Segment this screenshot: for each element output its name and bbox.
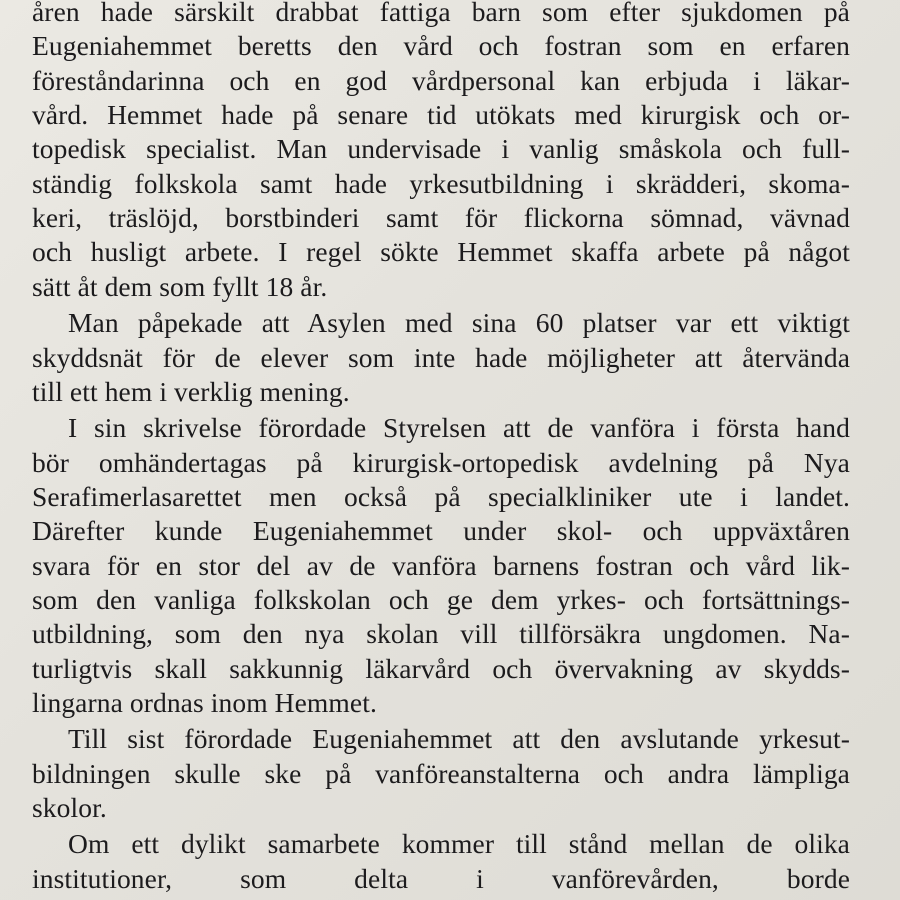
text-line: skolor. — [32, 792, 107, 824]
text-line: bör omhändertagas på kirurgisk-ortopedisk avdelning på Nya — [32, 446, 850, 478]
text-line: och husligt arbete. I regel sökte Hemmet skaffa arbete på något — [32, 236, 850, 268]
text-line: institutioner, som delta i vanförevården, borde — [32, 862, 850, 894]
text-line: föreståndarinna och en god vårdpersonal kan erbjuda i läkar- — [32, 64, 850, 96]
text-line: vård. Hemmet hade på senare tid utökats med kirurgisk och or- — [32, 99, 850, 131]
text-line: topedisk specialist. Man undervisade i vanlig småskola och full- — [32, 133, 850, 165]
text-line: skyddsnät för de elever som inte hade möjligheter att återvända — [32, 341, 850, 373]
text-line: lingarna ordnas inom Hemmet. — [32, 687, 377, 719]
text-line: ständig folkskola samt hade yrkesutbildning i skrädderi, skoma- — [32, 167, 850, 199]
text-line: åren hade särskilt drabbat fattiga barn som efter sjukdomen på — [32, 0, 850, 27]
text-line: Om ett dylikt samarbete kommer till stånd mellan de olika — [68, 828, 850, 860]
text-line: Eugeniahemmet beretts den vård och fostran som en erfaren — [32, 30, 850, 62]
text-line: till ett hem i verklig mening. — [32, 375, 350, 407]
text-line: turligtvis skall sakkunnig läkarvård och övervakning av skydds- — [32, 652, 850, 684]
text-line: Därefter kunde Eugeniahemmet under skol- och uppväxtåren — [32, 515, 850, 547]
text-line: sätt åt dem som fyllt 18 år. — [32, 270, 328, 302]
text-line: utbildning, som den nya skolan vill tillförsäkra ungdomen. Na- — [32, 618, 850, 650]
text-line: I sin skrivelse förordade Styrelsen att de vanföra i första hand — [68, 412, 850, 444]
text-line: svara för en stor del av de vanföra barnens fostran och vård lik- — [32, 549, 850, 581]
text-line: Man påpekade att Asylen med sina 60 platser var ett viktigt — [68, 307, 850, 339]
text-line: bildningen skulle ske på vanföreanstalterna och andra lämpliga — [32, 757, 850, 789]
text-line: Serafimerlasarettet men också på specialkliniker ute i landet. — [32, 480, 850, 512]
text-line: keri, träslöjd, borstbinderi samt för flickorna sömnad, vävnad — [32, 202, 850, 234]
text-line: som den vanliga folkskolan och ge dem yrkes- och fortsättnings- — [32, 583, 850, 615]
text-line: Till sist förordade Eugeniahemmet att den avslutande yrkesut- — [68, 723, 850, 755]
